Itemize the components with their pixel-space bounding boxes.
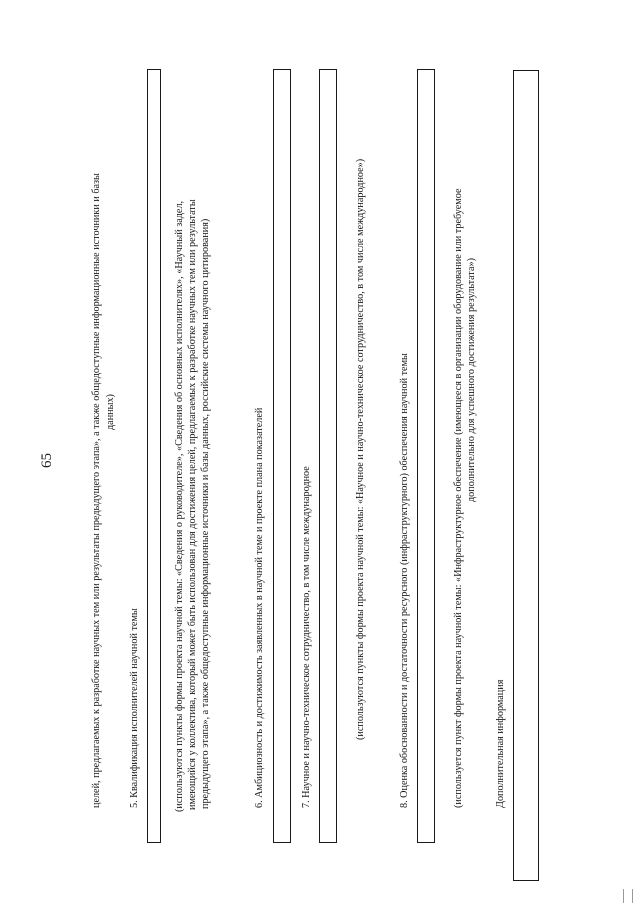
section-7-answer-box[interactable] (319, 69, 337, 843)
section-7-heading: 7. Научное и научно-техническое сотрудничество, в том числе международное (301, 466, 312, 808)
scan-edge-mark-2 (632, 889, 633, 903)
section-5-note-line-3: предыдущего этапа», а также общедоступные информационные источники и базы данных, российские системы научного цитирования) (200, 218, 211, 809)
section-5-heading: 5. Квалификация исполнителей научной темы (129, 608, 140, 808)
section-6-answer-box[interactable] (273, 69, 291, 843)
section-5-answer-box[interactable] (147, 69, 161, 843)
page-number: 65 (39, 453, 55, 468)
scan-edge-mark (623, 889, 624, 903)
additional-info-answer-box[interactable] (513, 70, 539, 881)
intro-continuation-line-2: данных) (105, 394, 116, 430)
section-8-answer-box[interactable] (417, 69, 435, 843)
additional-info-heading: Дополнительная информация (495, 679, 506, 808)
intro-continuation-line: целей, предлагаемых к разработке научных тем или результаты предыдущего этапа», а также общедоступные информационные источники и базы (91, 173, 102, 808)
section-5-note-line-1: (используются пункты формы проекта научной темы: «Сведения о руководителе», «Сведения об основных исполнителях», «Научный задел, (174, 200, 185, 812)
section-6-heading: 6. Амбициозность и достижимость заявленных в научной теме и проекте плана показателей (254, 407, 265, 808)
section-8-heading: 8. Оценка обоснованности и достаточности ресурсного (инфраструктурного) обеспечения научной темы (399, 353, 410, 808)
section-5-note-line-2: имеющийся у коллектива, который может быть использован для достижения целей, предлагаемых к разработке научных тем или результаты (187, 199, 198, 810)
section-8-note-line-2: дополнительно для успешного достижения результата») (466, 258, 477, 502)
section-8-note-line-1: (используется пункт формы проекта научной темы: «Инфраструктурное обеспечение (имеющееся в организации оборудование или требуемое (453, 188, 464, 808)
section-7-note-line-1: (используются пункты формы проекта научной темы: «Научное и научно-техническое сотрудничество, в том числе международное») (355, 158, 366, 740)
